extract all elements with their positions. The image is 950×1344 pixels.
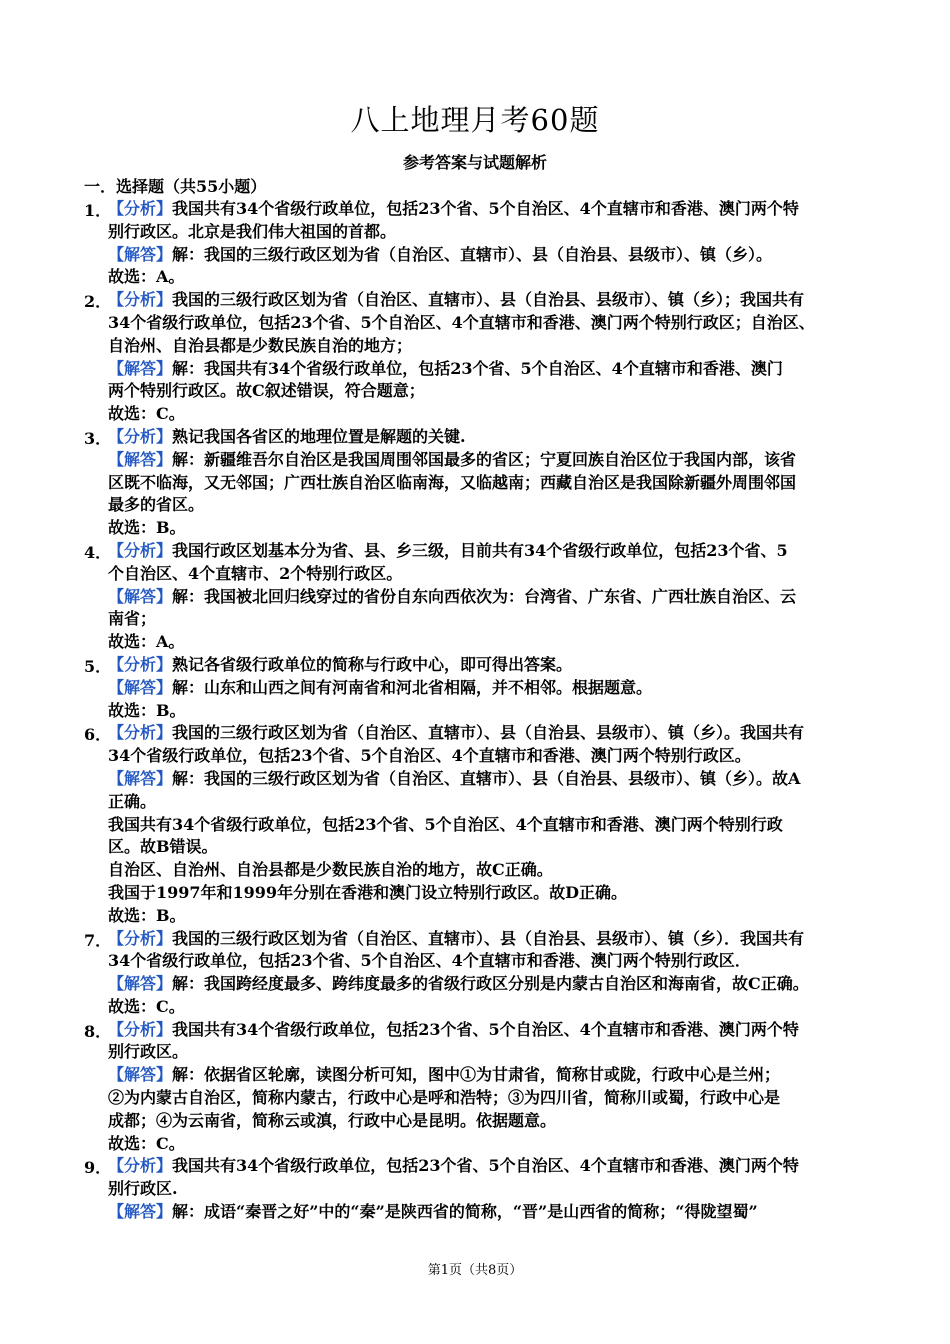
- solution-line: 【解答】解：山东和山西之间有河南省和河北省相隔，并不相邻。根据题意。: [108, 677, 653, 697]
- analysis-tag: 【分析】: [108, 723, 173, 743]
- analysis-tag: 【分析】: [108, 426, 173, 446]
- analysis-tag: 【分析】: [108, 199, 173, 218]
- solution-line: 【解答】解：我国跨经度最多、跨纬度最多的省级行政区分别是内蒙古自治区和海南省，故C正确。: [108, 974, 809, 994]
- solution-tag: 【解答】: [108, 449, 173, 469]
- solution-line: 我国共有34个省级行政单位，包括23个省、5个自治区、4个直辖市和香港、澳门两个特别行政: [108, 814, 783, 834]
- question-2: [84, 289, 874, 426]
- choice-line: 故选：C。: [108, 996, 185, 1016]
- solution-tag: 【解答】: [108, 586, 173, 606]
- analysis-line: 【分析】我国行政区划基本分为省、县、乡三级，目前共有34个省级行政单位，包括23个省、5: [108, 540, 788, 560]
- analysis-line: 34个省级行政单位，包括23个省、5个自治区、4个直辖市和香港、澳门两个特别行政区；自治区、: [108, 312, 815, 332]
- solution-line: 正确。: [108, 791, 157, 811]
- solution-tag: 【解答】: [108, 1202, 173, 1222]
- analysis-tag: 【分析】: [108, 1019, 173, 1039]
- solution-line: 成都；④为云南省，简称云或滇，行政中心是昆明。依据题意。: [108, 1110, 557, 1130]
- solution-line: 我国于1997年和1999年分别在香港和澳门设立特别行政区。故D正确。: [108, 882, 627, 902]
- question-number: 1．: [84, 201, 112, 220]
- analysis-tag: 【分析】: [108, 540, 173, 560]
- solution-line: 【解答】解：新疆维吾尔自治区是我国周围邻国最多的省区；宁夏回族自治区位于我国内部，该省: [108, 449, 797, 469]
- analysis-line: 【分析】我国共有34个省级行政单位，包括23个省、5个自治区、4个直辖市和香港、澳门两个特: [108, 199, 799, 218]
- page-subtitle: 参考答案与试题解析: [402, 153, 547, 172]
- analysis-line: 34个省级行政单位，包括23个省、5个自治区、4个直辖市和香港、澳门两个特别行政区。: [108, 746, 751, 766]
- analysis-line: 【分析】熟记我国各省区的地理位置是解题的关键.: [108, 426, 466, 446]
- solution-tag: 【解答】: [108, 358, 173, 378]
- choice-line: 故选：C。: [108, 1133, 185, 1153]
- analysis-line: 别行政区。北京是我们伟大祖国的首都。: [108, 221, 397, 241]
- solution-tag: 【解答】: [108, 768, 173, 788]
- question-5: [84, 654, 874, 722]
- solution-line: 两个特别行政区。故C叙述错误，符合题意；: [108, 381, 425, 401]
- choice-line: 故选：A。: [108, 267, 185, 287]
- question-number: 2．: [84, 292, 112, 312]
- question-number: 4．: [84, 542, 112, 562]
- analysis-line: 个自治区、4个直辖市、2个特别行政区。: [108, 563, 403, 583]
- analysis-line: 【分析】我国的三级行政区划为省（自治区、直辖市）、县（自治县、县级市）、镇（乡）．我国共有: [108, 928, 805, 948]
- analysis-line: 【分析】熟记各省级行政单位的简称与行政中心，即可得出答案。: [108, 654, 573, 674]
- choice-line: 故选：A。: [108, 632, 185, 652]
- analysis-line: 自治州、自治县都是少数民族自治的地方；: [108, 335, 413, 355]
- solution-line: 【解答】解：我国被北回归线穿过的省份自东向西依次为：台湾省、广东省、广西壮族自治区、云: [108, 586, 797, 606]
- analysis-tag: 【分析】: [108, 1156, 173, 1176]
- choice-line: 故选：B。: [108, 518, 186, 538]
- question-1: [84, 198, 874, 289]
- solution-line: 区既不临海，又无邻国；广西壮族自治区临南海，又临越南；西藏自治区是我国除新疆外周围邻国: [108, 472, 797, 492]
- page-title: 八上地理月考60题: [350, 103, 600, 137]
- analysis-line: 别行政区.: [108, 1179, 178, 1199]
- question-3: [84, 426, 874, 540]
- question-number: 9．: [84, 1158, 112, 1178]
- page-footer: 第1页（共8页）: [427, 1263, 523, 1278]
- solution-line: 【解答】解：我国共有34个省级行政单位，包括23个省、5个自治区、4个直辖市和香港、澳门: [108, 358, 783, 378]
- analysis-tag: 【分析】: [108, 654, 173, 674]
- solution-line: 自治区、自治州、自治县都是少数民族自治的地方，故C正确。: [108, 860, 553, 880]
- solution-tag: 【解答】: [108, 244, 173, 264]
- section-heading: 一．选择题（共55小题）: [84, 177, 267, 196]
- solution-line: 【解答】解：依据省区轮廓，读图分析可知，图中①为甘肃省，简称甘或陇，行政中心是兰州；: [108, 1065, 781, 1085]
- solution-tag: 【解答】: [108, 1065, 173, 1085]
- solution-line: 【解答】解：我国的三级行政区划为省（自治区、直辖市）、县（自治县、县级市）、镇（乡）。: [108, 244, 773, 264]
- analysis-tag: 【分析】: [108, 290, 173, 310]
- analysis-line: 【分析】我国共有34个省级行政单位，包括23个省、5个自治区、4个直辖市和香港、澳门两个特: [108, 1019, 799, 1039]
- analysis-line: 34个省级行政单位，包括23个省、5个自治区、4个直辖市和香港、澳门两个特别行政区．: [108, 951, 751, 971]
- analysis-tag: 【分析】: [108, 928, 173, 948]
- solution-tag: 【解答】: [108, 974, 173, 994]
- solution-line: 【解答】解：我国的三级行政区划为省（自治区、直辖市）、县（自治县、县级市）、镇（乡）。故A: [108, 768, 801, 788]
- solution-line: 区。故B错误。: [108, 837, 218, 857]
- question-6: [84, 722, 874, 927]
- question-number: 3．: [84, 428, 112, 448]
- analysis-line: 【分析】我国的三级行政区划为省（自治区、直辖市）、县（自治县、县级市）、镇（乡）；我国共有: [108, 290, 805, 310]
- question-number: 8．: [84, 1021, 112, 1041]
- question-number: 6．: [84, 725, 112, 745]
- solution-tag: 【解答】: [108, 677, 173, 697]
- choice-line: 故选：B。: [108, 700, 186, 720]
- analysis-line: 【分析】我国的三级行政区划为省（自治区、直辖市）、县（自治县、县级市）、镇（乡）。我国共有: [108, 723, 805, 743]
- question-4: [84, 540, 874, 654]
- question-8: [84, 1019, 874, 1156]
- choice-line: 故选：C。: [108, 404, 185, 424]
- analysis-line: 别行政区。: [108, 1042, 189, 1062]
- solution-line: ②为内蒙古自治区，简称内蒙古，行政中心是呼和浩特；③为四川省，简称川或蜀，行政中心是: [108, 1088, 781, 1108]
- answer-content: [84, 176, 874, 1224]
- solution-line: 最多的省区。: [108, 495, 205, 515]
- question-7: [84, 928, 874, 1019]
- solution-line: 【解答】解：成语“秦晋之好”中的“秦”是陕西省的简称，“晋”是山西省的简称；“得陇望蜀”: [108, 1202, 758, 1222]
- question-9: [84, 1155, 874, 1223]
- choice-line: 故选：B。: [108, 905, 186, 925]
- analysis-line: 【分析】我国共有34个省级行政单位，包括23个省、5个自治区、4个直辖市和香港、澳门两个特: [108, 1156, 799, 1176]
- question-number: 5．: [84, 656, 112, 676]
- solution-line: 南省；: [108, 609, 157, 629]
- question-number: 7．: [84, 930, 112, 950]
